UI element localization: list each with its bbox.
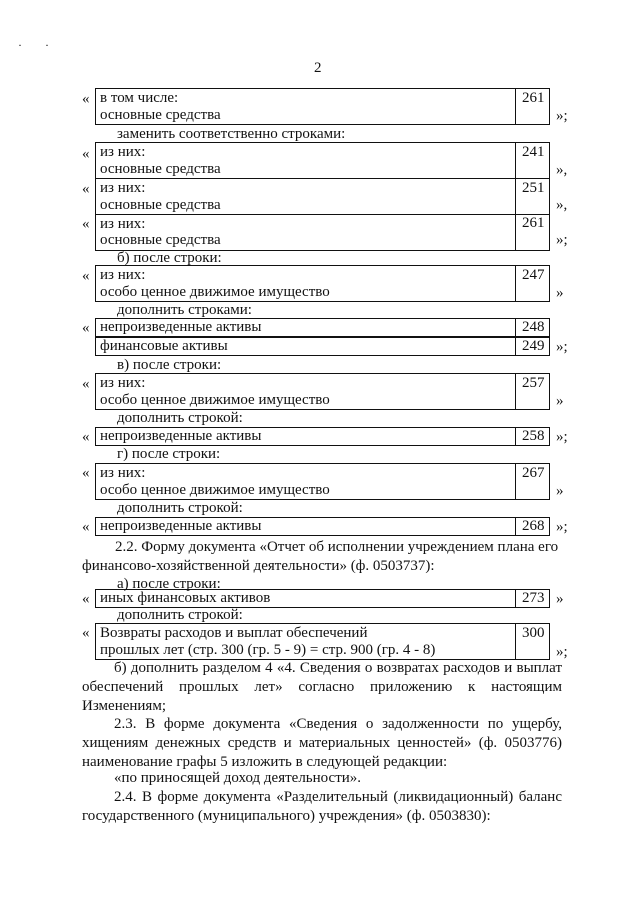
instruction-text: г) после строки:	[117, 446, 221, 462]
scan-dots: · ·	[18, 38, 59, 52]
row-label: из них:	[100, 180, 146, 196]
close-quote: »;	[556, 108, 568, 124]
instruction-text: дополнить строкой:	[117, 410, 243, 426]
close-quote: »,	[556, 162, 568, 178]
open-quote: «	[82, 429, 90, 445]
paragraph-line: 2.2. Форму документа «Отчет об исполнении учреждением плана его	[115, 539, 559, 555]
close-quote: »;	[556, 232, 568, 248]
paragraph-line: финансово-хозяйственной деятельности» (ф. 0503737):	[82, 558, 435, 574]
row-code: 247	[522, 267, 545, 283]
paragraph: «по приносящей доход деятельности».	[114, 770, 362, 786]
row-label: основные средства	[100, 232, 221, 248]
row-label: основные средства	[100, 197, 221, 213]
row-label: прошлых лет (стр. 300 (гр. 5 - 9) = стр. 900 (гр. 4 - 8)	[100, 642, 436, 658]
row-label: иных финансовых активов	[100, 590, 271, 606]
open-quote: «	[82, 320, 90, 336]
row-code: 268	[522, 518, 545, 534]
paragraph: 2.3. В форме документа «Сведения о задолженности по ущербу, хищениям денежных средств и материальных ценностей» (ф. 0503776) наименование графы 5 изложить в следующей редакции:	[82, 716, 562, 770]
close-quote: »;	[556, 429, 568, 445]
row-code: 257	[522, 375, 545, 391]
row-code: 273	[522, 590, 545, 606]
row-label: из них:	[100, 267, 146, 283]
row-code: 258	[522, 428, 545, 444]
paragraph: б) дополнить разделом 4 «4. Сведения о возвратах расходов и выплат обеспечений прошлых лет» согласно приложению к настоящим Изменениям;	[82, 660, 562, 714]
close-quote: »,	[556, 197, 568, 213]
open-quote: «	[82, 591, 90, 607]
row-label: Возвраты расходов и выплат обеспечений	[100, 625, 368, 641]
row-label: финансовые активы	[100, 338, 228, 354]
row-code: 300	[522, 625, 545, 641]
paragraph: 2.4. В форме документа «Разделительный (ликвидационный) баланс государственного (муниципального) учреждения» (ф. 0503830):	[82, 789, 562, 824]
row-code: 241	[522, 144, 545, 160]
open-quote: «	[82, 465, 90, 481]
open-quote: «	[82, 216, 90, 232]
row-code: 248	[522, 319, 545, 335]
close-quote: »	[556, 285, 564, 301]
row-label: из них:	[100, 144, 146, 160]
close-quote: »;	[556, 519, 568, 535]
row-label: непроизведенные активы	[100, 428, 262, 444]
row-label: основные средства	[100, 107, 221, 123]
row-label: из них:	[100, 216, 146, 232]
row-label: из них:	[100, 465, 146, 481]
row-code: 249	[522, 338, 545, 354]
row-label: особо ценное движимое имущество	[100, 482, 330, 498]
row-label: в том числе:	[100, 90, 179, 106]
instruction-text: дополнить строками:	[117, 302, 252, 318]
row-code: 251	[522, 180, 545, 196]
page-number: 2	[314, 60, 322, 76]
instruction-text: заменить соответственно строками:	[117, 126, 346, 142]
row-label: непроизведенные активы	[100, 319, 262, 335]
open-quote: «	[82, 376, 90, 392]
close-quote: »;	[556, 644, 568, 660]
instruction-text: дополнить строкой:	[117, 607, 243, 623]
close-quote: »;	[556, 339, 568, 355]
open-quote: «	[82, 519, 90, 535]
instruction-text: в) после строки:	[117, 357, 222, 373]
instruction-text: дополнить строкой:	[117, 500, 243, 516]
row-code: 261	[522, 215, 545, 231]
row-label: непроизведенные активы	[100, 518, 262, 534]
open-quote: «	[82, 91, 90, 107]
open-quote: «	[82, 181, 90, 197]
row-code: 261	[522, 90, 545, 106]
row-label: из них:	[100, 375, 146, 391]
instruction-text: б) после строки:	[117, 250, 222, 266]
open-quote: «	[82, 146, 90, 162]
open-quote: «	[82, 268, 90, 284]
close-quote: »	[556, 483, 564, 499]
row-label: особо ценное движимое имущество	[100, 284, 330, 300]
row-label: основные средства	[100, 161, 221, 177]
instruction-text: а) после строки:	[117, 576, 221, 592]
row-label: особо ценное движимое имущество	[100, 392, 330, 408]
open-quote: «	[82, 625, 90, 641]
close-quote: »	[556, 591, 564, 607]
close-quote: »	[556, 393, 564, 409]
row-code: 267	[522, 465, 545, 481]
